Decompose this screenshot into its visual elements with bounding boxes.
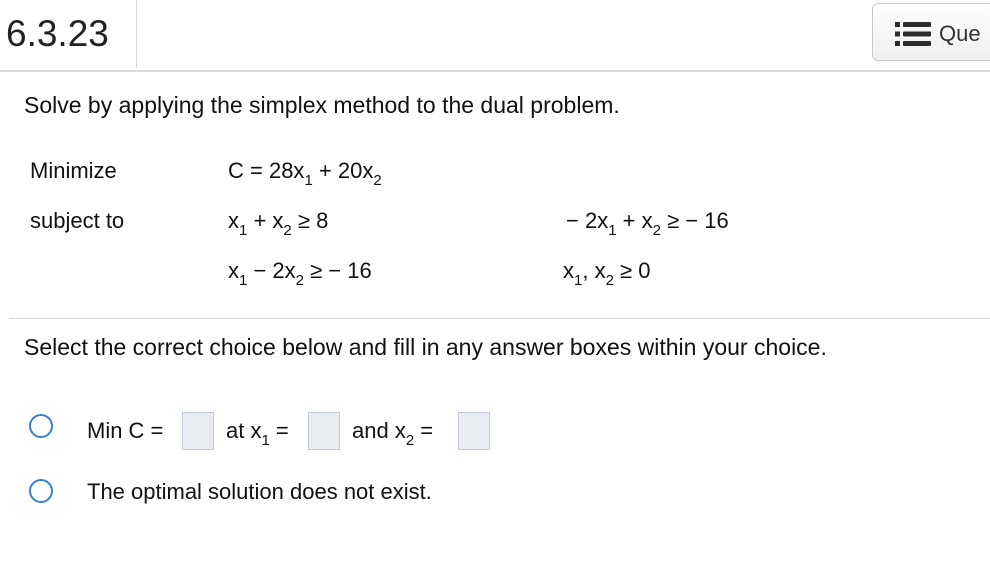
problem-instruction: Solve by applying the simplex method to the dual problem. xyxy=(24,92,620,118)
choice-a-radio[interactable] xyxy=(29,414,53,438)
section-divider xyxy=(10,318,990,319)
minimize-label: Minimize xyxy=(30,158,117,183)
x2-input[interactable] xyxy=(458,412,490,450)
problem-number: 6.3.23 xyxy=(0,0,137,68)
nonnegativity-constraint: $x_1$, $x_2 \ge 0$ xyxy=(563,258,651,289)
x1-label: at $x_1$ = xyxy=(226,418,289,449)
objective-function: $C = 28x_1 + 20x_2$ xyxy=(228,158,382,189)
subject-to-label: subject to xyxy=(30,208,125,233)
question-button-label: Que xyxy=(939,21,981,46)
x1-input[interactable] xyxy=(308,412,340,450)
min-c-label: Min C = xyxy=(87,418,164,443)
header-divider xyxy=(0,70,990,72)
choice-b-radio[interactable] xyxy=(29,479,53,503)
question-help-button[interactable] xyxy=(872,3,990,61)
no-solution-label: The optimal solution does not exist. xyxy=(87,479,432,504)
min-c-input[interactable] xyxy=(182,412,214,450)
constraint-2: − $2x_1 + x_2$ ≥ − 16 xyxy=(566,208,729,239)
constraint-1: $x_1 + x_2 \ge 8$ xyxy=(228,208,329,239)
list-icon xyxy=(895,21,931,47)
top-bar xyxy=(0,0,990,72)
x2-label: and $x_2$ = xyxy=(352,418,434,449)
choice-instruction: Select the correct choice below and fill in any answer boxes within your choice. xyxy=(24,334,827,360)
constraint-3: $x_1 - 2x_2$ ≥ − 16 xyxy=(228,258,372,289)
